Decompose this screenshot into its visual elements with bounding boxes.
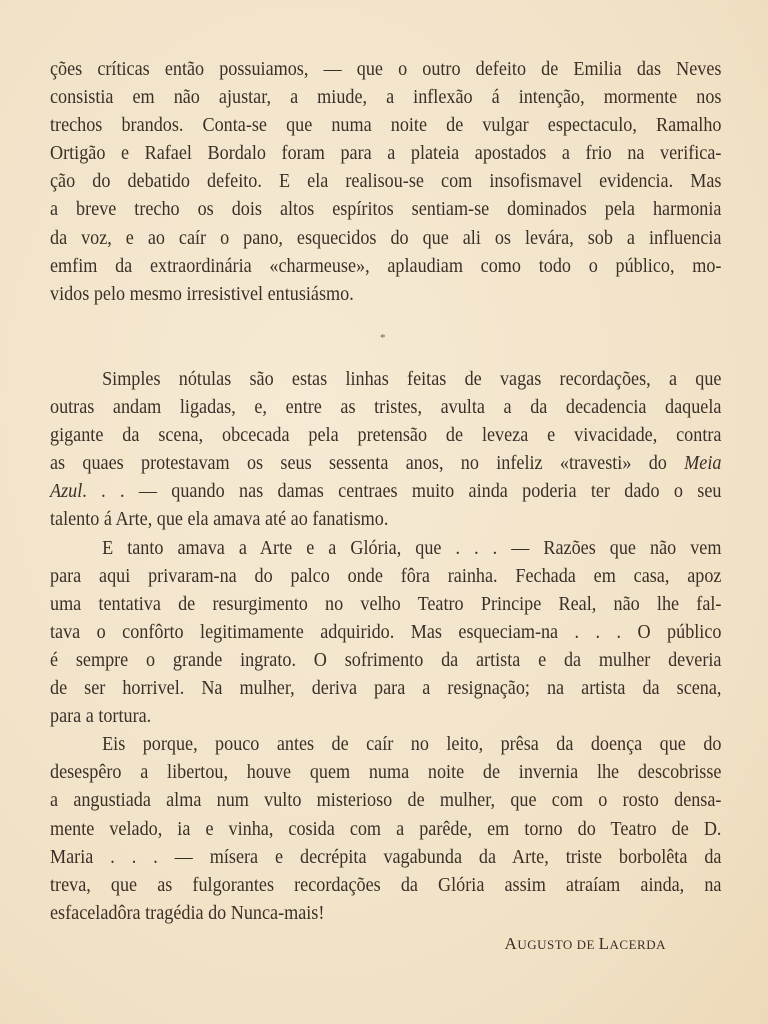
text-line: a breve trecho os dois altos espíritos sentiam-se dominados pela harmonia — [50, 199, 722, 221]
text-line: Ortigão e Rafael Bordalo foram para a plateia apostados a frio na verifica- — [50, 143, 722, 165]
text-line: tava o confôrto legitimamente adquirido. Mas esqueciam-na . . . O público — [50, 621, 722, 643]
text: . . . — quando nas damas centraes muito ainda poderia ter dado o seu — [82, 481, 722, 503]
text: as quaes protestavam os seus sessenta anos, no infeliz «travesti» do — [50, 453, 667, 475]
sig-initial: A — [504, 934, 518, 953]
text-line: trechos brandos. Conta-se que numa noite de vulgar espectaculo, Ramalho — [50, 115, 722, 137]
text-line: emfim da extraordinária «charmeuse», aplaudiam como todo o público, mo- — [50, 255, 722, 277]
sig-initial: L — [598, 934, 610, 953]
sig-text: ACERDA — [609, 937, 666, 952]
italic-title: Meia — [684, 453, 722, 475]
text-line: Maria . . . — mísera e decrépita vagabunda da Arte, triste borbolêta da — [50, 846, 722, 868]
text-line: é sempre o grande ingrato. O sofrimento da artista e da mulher deveria — [50, 649, 722, 671]
text-line — [50, 478, 721, 506]
text-line: consistia em não ajustar, a miude, a inflexão á intenção, mormente nos — [50, 87, 722, 109]
paragraph-1 — [50, 56, 722, 309]
italic-title: Azul — [50, 481, 83, 503]
text-line: uma tentativa de resurgimento no velho Teatro Principe Real, não lhe fal- — [50, 593, 722, 615]
paragraph-2 — [50, 366, 722, 928]
text-line: outras andam ligadas, e, entre as tristes, avulta a da decadencia daquela — [50, 397, 722, 419]
text-line: da voz, e ao caír o pano, esquecidos do que ali os levára, sob a influencia — [50, 227, 722, 249]
text-line: ções críticas então possuiamos, — que o outro defeito de Emilia das Neves — [50, 59, 722, 80]
text-line: a angustiada alma num vulto misterioso de mulher, que com o rosto densa- — [50, 790, 722, 812]
text-line: de ser horrivel. Na mulher, deriva para a resignação; na artista da scena, — [50, 678, 722, 700]
sig-text: UGUSTO DE — [517, 937, 599, 952]
text-line — [50, 450, 721, 478]
text-line: E tanto amava a Arte e a Glória, que . . . — Razões que não vem — [102, 537, 722, 559]
text-line: Eis porque, pouco antes de caír no leito, prêsa da doença que do — [102, 734, 722, 756]
text-line: gigante da scena, obcecada pela pretensão de leveza e vivacidade, contra — [50, 425, 722, 447]
author-signature — [505, 934, 666, 954]
text-line: para aqui privaram-na do palco onde fôra rainha. Fechada em casa, apoz — [50, 565, 722, 587]
text-line: treva, que as fulgorantes recordações da Glória assim atraíam ainda, na — [50, 874, 722, 896]
section-separator: * — [380, 332, 386, 344]
text-line: desespêro a libertou, houve quem numa noite de invernia lhe descobrisse — [50, 762, 722, 784]
text-line: esfaceladôra tragédia do Nunca-mais! — [50, 902, 325, 924]
text-line: vidos pelo mesmo irresistivel entusiásmo. — [50, 283, 354, 305]
text-line: ção do debatido defeito. E ela realisou-se com insofismavel evidencia. Mas — [50, 171, 722, 193]
text-line: mente velado, ia e vinha, cosida com a parêde, em torno do Teatro de D. — [50, 818, 722, 840]
text-line: para a tortura. — [50, 706, 152, 728]
text-line: Simples nótulas são estas linhas feitas de vagas recordações, a que — [102, 369, 722, 390]
text-line: talento á Arte, que ela amava até ao fanatismo. — [50, 509, 389, 531]
